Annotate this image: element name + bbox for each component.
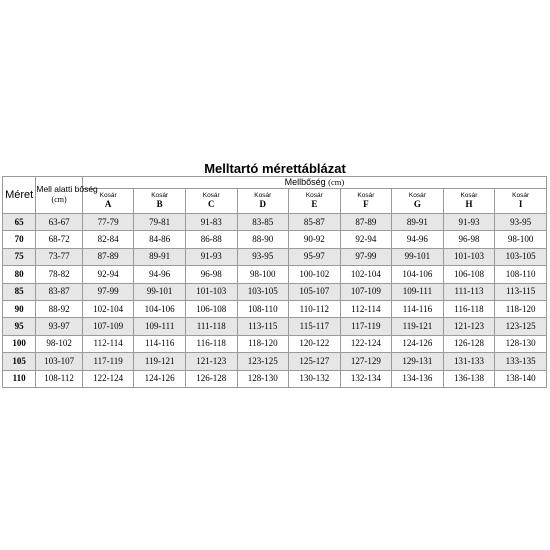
bust-cell: 117-119 [82, 353, 134, 370]
bust-cell: 119-121 [392, 318, 444, 335]
underbust-cell: 98-102 [36, 335, 83, 352]
table-row [3, 335, 547, 352]
table-row [3, 353, 547, 370]
bust-cell: 99-101 [392, 248, 444, 265]
bust-cell: 94-96 [134, 266, 186, 283]
bust-cell: 112-114 [82, 335, 134, 352]
bust-cell: 104-106 [134, 300, 186, 317]
bust-cell: 77-79 [82, 214, 134, 231]
band-size-cell: 110 [3, 370, 36, 387]
bust-cell: 106-108 [185, 300, 237, 317]
bust-label: Mellbőség [284, 177, 326, 187]
bust-cell: 103-105 [495, 248, 547, 265]
bust-cell: 83-85 [237, 214, 289, 231]
bust-cell: 130-132 [289, 370, 341, 387]
bust-cell: 112-114 [340, 300, 392, 317]
bust-cell: 121-123 [443, 318, 495, 335]
underbust-unit: (cm) [51, 195, 67, 204]
bust-cell: 97-99 [340, 248, 392, 265]
band-size-cell: 95 [3, 318, 36, 335]
cup-header-b [134, 189, 186, 214]
bust-cell: 89-91 [134, 248, 186, 265]
bust-cell: 91-93 [185, 248, 237, 265]
bust-cell: 104-106 [392, 266, 444, 283]
cup-letter: I [518, 199, 523, 210]
bust-cell: 91-83 [185, 214, 237, 231]
bust-cell: 92-94 [340, 231, 392, 248]
bust-cell: 111-118 [185, 318, 237, 335]
bust-cell: 128-130 [237, 370, 289, 387]
bust-cell: 117-119 [340, 318, 392, 335]
bust-cell: 86-88 [185, 231, 237, 248]
table-row [3, 370, 547, 387]
bust-cell: 89-91 [392, 214, 444, 231]
table-row [3, 266, 547, 283]
chart-title: Melltartó mérettáblázat [204, 161, 346, 176]
bust-unit: (cm) [328, 177, 345, 187]
bust-cell: 123-125 [237, 353, 289, 370]
cup-word: Kosár [305, 191, 323, 199]
bust-cell: 84-86 [134, 231, 186, 248]
bust-cell: 119-121 [134, 353, 186, 370]
bust-cell: 118-120 [495, 300, 547, 317]
cup-header-i [495, 189, 547, 214]
cup-header-f [340, 189, 392, 214]
bust-cell: 82-84 [82, 231, 134, 248]
bust-cell: 126-128 [443, 335, 495, 352]
cup-word: Kosár [254, 191, 272, 199]
bust-cell: 121-123 [185, 353, 237, 370]
table-row [3, 214, 547, 231]
bust-cell: 126-128 [185, 370, 237, 387]
bust-cell: 109-111 [134, 318, 186, 335]
cup-letter: G [413, 199, 421, 210]
cup-letter: F [363, 199, 369, 210]
bust-cell: 122-124 [82, 370, 134, 387]
cup-word: Kosár [99, 191, 117, 199]
bust-cell: 132-134 [340, 370, 392, 387]
bust-cell: 97-99 [82, 283, 134, 300]
bust-cell: 111-113 [443, 283, 495, 300]
cup-header-d [237, 189, 289, 214]
underbust-column-header [36, 177, 98, 214]
cup-header-e [289, 189, 341, 214]
bust-cell: 96-98 [443, 231, 495, 248]
cup-header-h [443, 189, 495, 214]
cup-letter: E [311, 199, 318, 210]
bust-cell: 113-115 [495, 283, 547, 300]
bust-cell: 90-92 [289, 231, 341, 248]
bust-cell: 102-104 [340, 266, 392, 283]
bust-cell: 125-127 [289, 353, 341, 370]
underbust-cell: 73-77 [36, 248, 83, 265]
cup-letter: B [156, 199, 163, 210]
underbust-cell: 63-67 [36, 214, 83, 231]
bust-cell: 93-95 [237, 248, 289, 265]
cup-header-g [392, 189, 444, 214]
band-size-cell: 70 [3, 231, 36, 248]
bust-cell: 120-122 [289, 335, 341, 352]
cup-word: Kosár [202, 191, 220, 199]
bust-cell: 94-96 [392, 231, 444, 248]
underbust-label: Mell alatti bőség [36, 184, 98, 195]
bust-cell: 128-130 [495, 335, 547, 352]
bust-cell: 88-90 [237, 231, 289, 248]
band-size-cell: 100 [3, 335, 36, 352]
bust-cell: 109-111 [392, 283, 444, 300]
underbust-cell: 108-112 [36, 370, 83, 387]
bust-cell: 95-97 [289, 248, 341, 265]
bust-group-header [82, 177, 546, 189]
bust-cell: 96-98 [185, 266, 237, 283]
table-row [3, 318, 547, 335]
bust-cell: 92-94 [82, 266, 134, 283]
bust-cell: 123-125 [495, 318, 547, 335]
bust-cell: 99-101 [134, 283, 186, 300]
bust-cell: 113-115 [237, 318, 289, 335]
bust-cell: 116-118 [185, 335, 237, 352]
bust-cell: 101-103 [443, 248, 495, 265]
bust-cell: 106-108 [443, 266, 495, 283]
bust-cell: 131-133 [443, 353, 495, 370]
bust-cell: 87-89 [340, 214, 392, 231]
cup-letter: D [259, 199, 267, 210]
cup-word: Kosár [512, 191, 530, 199]
underbust-cell: 68-72 [36, 231, 83, 248]
underbust-cell: 78-82 [36, 266, 83, 283]
cup-word: Kosár [408, 191, 426, 199]
bust-cell: 115-117 [289, 318, 341, 335]
bust-cell: 127-129 [340, 353, 392, 370]
bust-cell: 114-116 [392, 300, 444, 317]
bust-cell: 122-124 [340, 335, 392, 352]
table-row [3, 248, 547, 265]
cup-word: Kosár [460, 191, 478, 199]
band-size-cell: 75 [3, 248, 36, 265]
bust-cell: 98-100 [237, 266, 289, 283]
bust-cell: 105-107 [289, 283, 341, 300]
bust-cell: 133-135 [495, 353, 547, 370]
bust-cell: 124-126 [134, 370, 186, 387]
cup-letter: H [465, 199, 473, 210]
bust-cell: 136-138 [443, 370, 495, 387]
underbust-cell: 93-97 [36, 318, 83, 335]
bust-cell: 101-103 [185, 283, 237, 300]
table-row [3, 300, 547, 317]
bra-size-table [2, 176, 547, 388]
underbust-cell: 83-87 [36, 283, 83, 300]
bust-cell: 85-87 [289, 214, 341, 231]
bust-cell: 129-131 [392, 353, 444, 370]
bust-cell: 93-95 [495, 214, 547, 231]
bust-cell: 102-104 [82, 300, 134, 317]
bust-cell: 116-118 [443, 300, 495, 317]
size-column-header: Méret [3, 177, 36, 214]
underbust-cell: 103-107 [36, 353, 83, 370]
cup-letter: A [104, 199, 112, 210]
band-size-cell: 90 [3, 300, 36, 317]
cup-word: Kosár [357, 191, 375, 199]
bust-cell: 118-120 [237, 335, 289, 352]
cup-header-c [185, 189, 237, 214]
bust-cell: 107-109 [340, 283, 392, 300]
band-size-cell: 105 [3, 353, 36, 370]
cup-letter: C [207, 199, 215, 210]
bust-cell: 124-126 [392, 335, 444, 352]
bust-cell: 103-105 [237, 283, 289, 300]
bust-cell: 100-102 [289, 266, 341, 283]
bust-cell: 91-93 [443, 214, 495, 231]
band-size-cell: 65 [3, 214, 36, 231]
bust-cell: 108-110 [495, 266, 547, 283]
bust-cell: 107-109 [82, 318, 134, 335]
bust-cell: 79-81 [134, 214, 186, 231]
band-size-cell: 85 [3, 283, 36, 300]
bust-cell: 98-100 [495, 231, 547, 248]
bust-cell: 87-89 [82, 248, 134, 265]
underbust-cell: 88-92 [36, 300, 83, 317]
bust-cell: 114-116 [134, 335, 186, 352]
bust-cell: 108-110 [237, 300, 289, 317]
bust-cell: 134-136 [392, 370, 444, 387]
band-size-cell: 80 [3, 266, 36, 283]
table-row [3, 283, 547, 300]
bust-cell: 138-140 [495, 370, 547, 387]
cup-word: Kosár [151, 191, 169, 199]
table-row [3, 231, 547, 248]
bust-cell: 110-112 [289, 300, 341, 317]
